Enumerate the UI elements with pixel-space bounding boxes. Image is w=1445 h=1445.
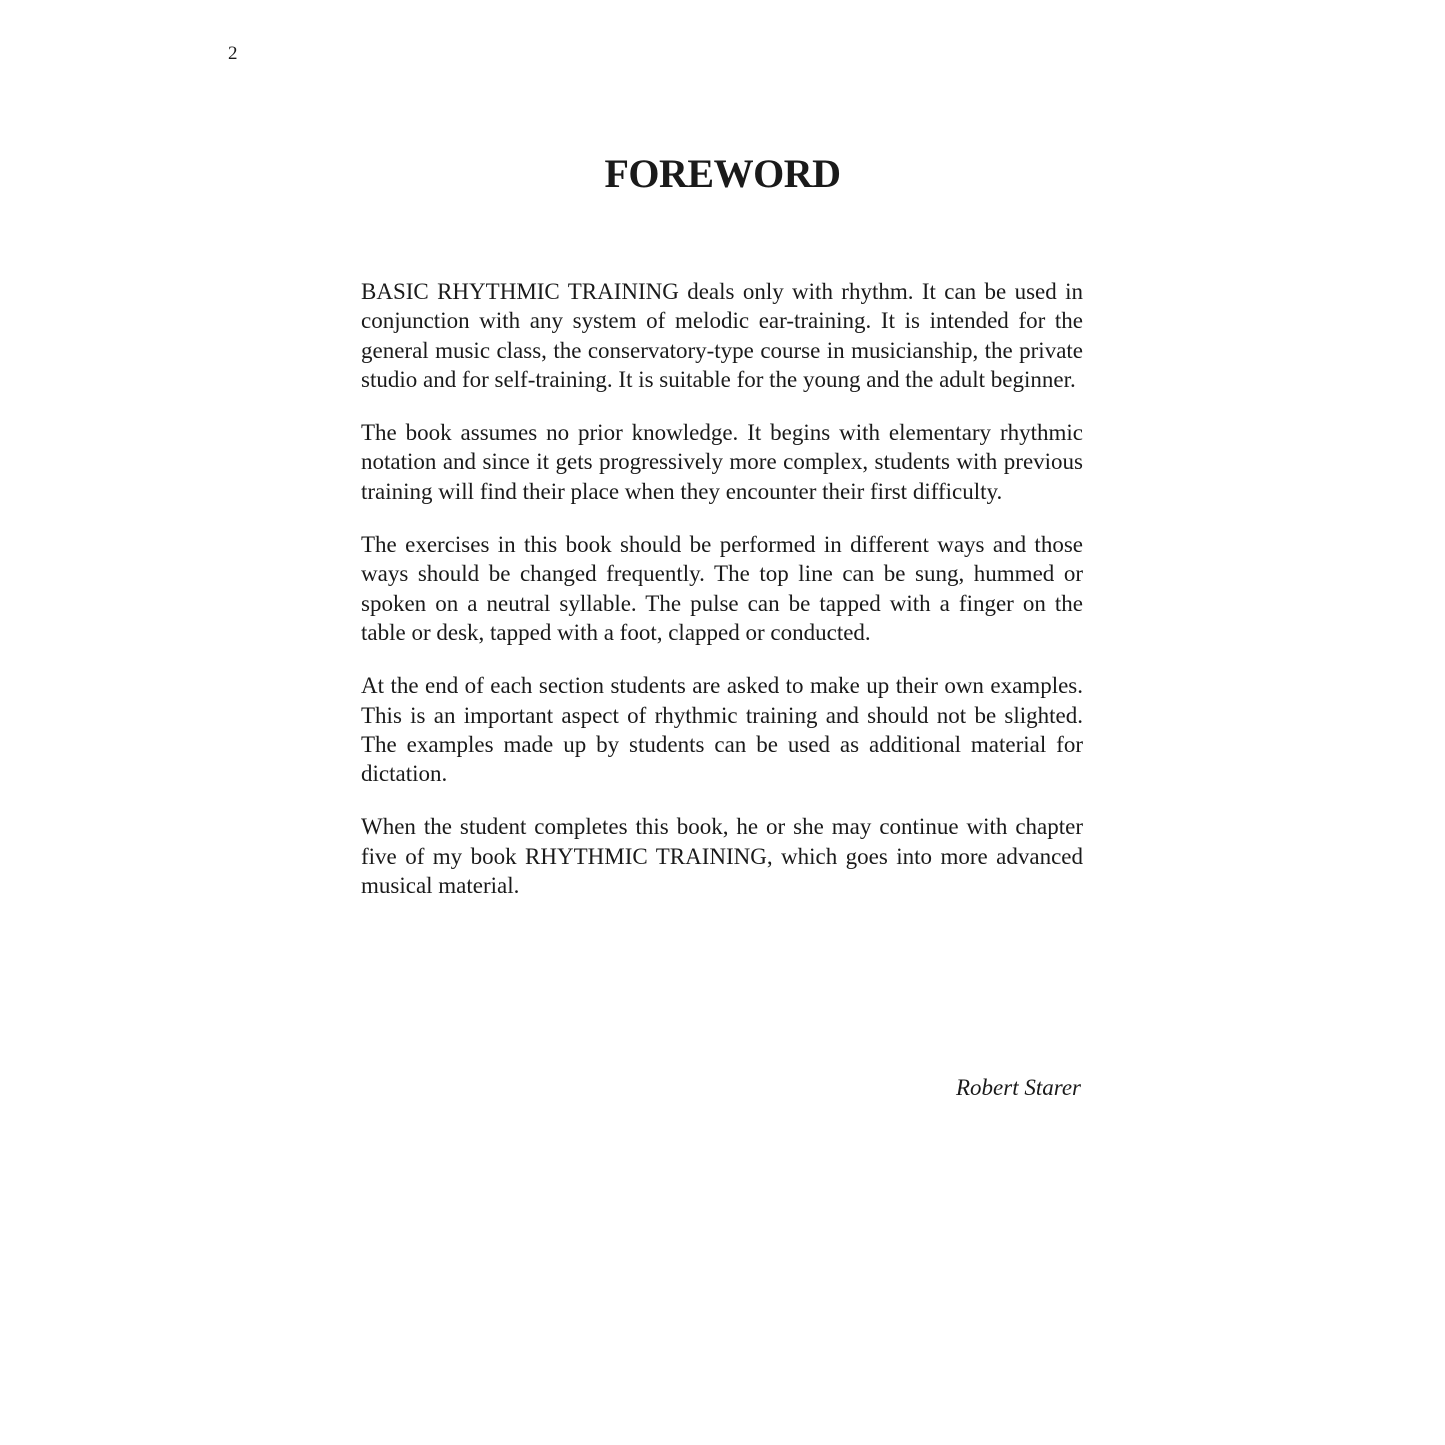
page-title: FOREWORD bbox=[604, 151, 841, 196]
page-number: 2 bbox=[228, 43, 238, 64]
paragraph: BASIC RHYTHMIC TRAINING deals only with rhythm. It can be used in conjunction with any system of melodic ear-training. It is intended for the general music class, the conservatory-type course in musicianship, the private studio and for self-training. It is suitable for the young and the adult beginner. bbox=[361, 279, 1083, 392]
paragraph: At the end of each section students are asked to make up their own examples. This is an important aspect of rhythmic training and should not be slighted. The examples made up by students can be used as additional material for dictation. bbox=[361, 673, 1083, 787]
author-signature: Robert Starer bbox=[956, 1075, 1081, 1100]
paragraph: The book assumes no prior knowledge. It begins with elementary rhythmic notation and since it gets progressively more complex, students with previous training will find their place when they encounter their first difficulty. bbox=[361, 420, 1083, 504]
foreword-body bbox=[361, 277, 1083, 924]
paragraph: The exercises in this book should be performed in different ways and those ways should be changed frequently. The top line can be sung, hummed or spoken on a neutral syllable. The pulse can be tapped with a finger on the table or desk, tapped with a foot, clapped or conducted. bbox=[361, 532, 1083, 645]
paragraph: When the student completes this book, he or she may continue with chapter five of my book RHYTHMIC TRAINING, which goes into more advanced musical material. bbox=[361, 814, 1083, 899]
